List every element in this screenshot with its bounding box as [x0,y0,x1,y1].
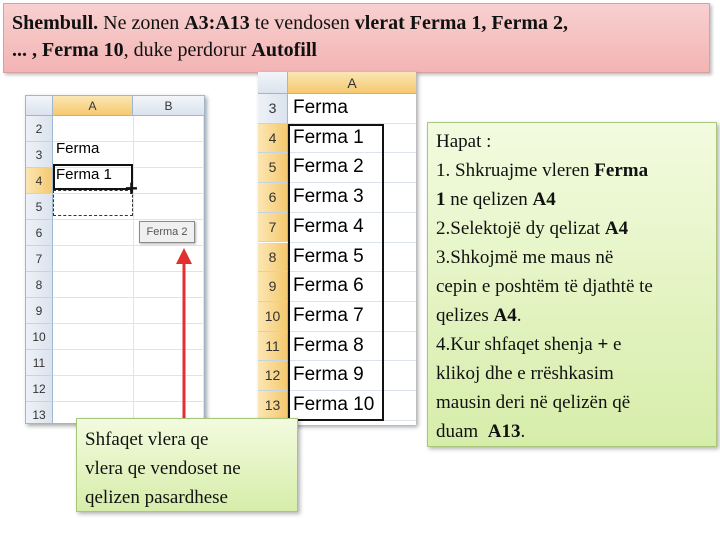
cell-a12[interactable]: Ferma 9 [293,364,364,386]
grid-line [53,219,204,220]
row-header-7[interactable]: 7 [26,246,53,272]
right-spreadsheet [258,72,416,425]
title-text: , duke perdorur [123,39,252,61]
selected-range-border [288,124,384,421]
row-header-10[interactable]: 10 [258,302,288,332]
callout-line: qelizen pasardhese [85,487,228,508]
fill-handle-cursor[interactable]: + [125,176,138,201]
row-header-8[interactable]: 8 [258,243,288,273]
row-header-8[interactable]: 8 [26,272,53,298]
row-header-11[interactable]: 11 [258,332,288,362]
step-3-cont: cepin e poshtëm të djathtë te [436,276,653,297]
title-range: A3:A13 [184,12,250,34]
title-values: vlerat Ferma 1, Ferma 2, [354,12,568,34]
autofill-tooltip: Ferma 2 [139,221,195,243]
row-header-13[interactable]: 13 [258,391,288,421]
title-autofill: Autofill [251,39,317,61]
step-4-end: duam A13. [436,421,526,442]
cell-a13[interactable]: Ferma 10 [293,394,375,415]
step-3: 3.Shkojmë me maus në [436,247,614,268]
callout-note [76,418,298,512]
row-header-13[interactable]: 13 [26,402,53,424]
red-arrow-icon [174,248,194,423]
title-values-cont: ... , Ferma 10 [12,39,124,61]
row-header-10[interactable]: 10 [26,324,53,350]
step-1-cont: 1 ne qelizen A4 [436,189,556,210]
cell-a11[interactable]: Ferma 8 [293,334,364,356]
callout-line: Shfaqet vlera qe [85,429,209,450]
step-1: 1. Shkruajme vleren Ferma [436,160,649,181]
step-3-end: qelizes A4. [436,305,522,326]
step-4: 4.Kur shfaqet shenja + e [436,334,622,355]
cell-a8[interactable]: Ferma 5 [293,245,364,267]
grid-line [133,116,134,423]
row-header-2[interactable]: 2 [26,116,53,142]
step-4-cont2: mausin deri në qelizën që [436,392,631,413]
title-text: Ne zonen [98,12,185,34]
row-header-11[interactable]: 11 [26,350,53,376]
row-header-3[interactable]: 3 [258,94,288,124]
title-text: te vendosen [249,12,355,34]
row-header-4[interactable]: 4 [26,168,53,194]
steps-instructions [427,122,717,447]
row-header-6[interactable]: 6 [258,183,288,213]
row-header-5[interactable]: 5 [258,153,288,183]
step-2: 2.Selektojë dy qelizat A4 [436,218,629,239]
active-cell-border [53,164,133,190]
row-header-7[interactable]: 7 [258,213,288,243]
cell-a3[interactable]: Ferma [56,140,100,157]
cell-a4[interactable]: Ferma 1 [56,166,112,183]
column-header-a[interactable]: A [53,96,133,116]
cell-a7[interactable]: Ferma 4 [293,215,364,237]
title-banner [3,3,710,73]
cell-a5[interactable]: Ferma 2 [293,156,364,178]
select-all-corner[interactable] [258,72,288,94]
cell-a10[interactable]: Ferma 7 [293,304,364,326]
row-header-4[interactable]: 4 [258,124,288,154]
cell-a9[interactable]: Ferma 6 [293,275,364,297]
column-header-b[interactable]: B [133,96,204,116]
row-header-6[interactable]: 6 [26,220,53,246]
column-header-a[interactable]: A [288,72,416,94]
steps-heading: Hapat : [436,131,492,152]
cell-a6[interactable]: Ferma 3 [293,186,364,208]
select-all-corner[interactable] [26,96,53,116]
row-header-12[interactable]: 12 [258,361,288,391]
row-header-3[interactable]: 3 [26,142,53,168]
grid-line [203,116,204,423]
row-header-12[interactable]: 12 [26,376,53,402]
row-header-5[interactable]: 5 [26,194,53,220]
grid-line [53,245,204,246]
step-4-cont: klikoj dhe e rrëshkasim [436,363,614,384]
row-header-9[interactable]: 9 [258,272,288,302]
cell-a3[interactable]: Ferma [293,97,348,118]
autofill-preview-border [53,190,133,216]
callout-line: vlera qe vendoset ne [85,458,241,479]
row-header-9[interactable]: 9 [26,298,53,324]
title-example-label: Shembull. [12,12,99,34]
cell-a4[interactable]: Ferma 1 [293,126,364,148]
